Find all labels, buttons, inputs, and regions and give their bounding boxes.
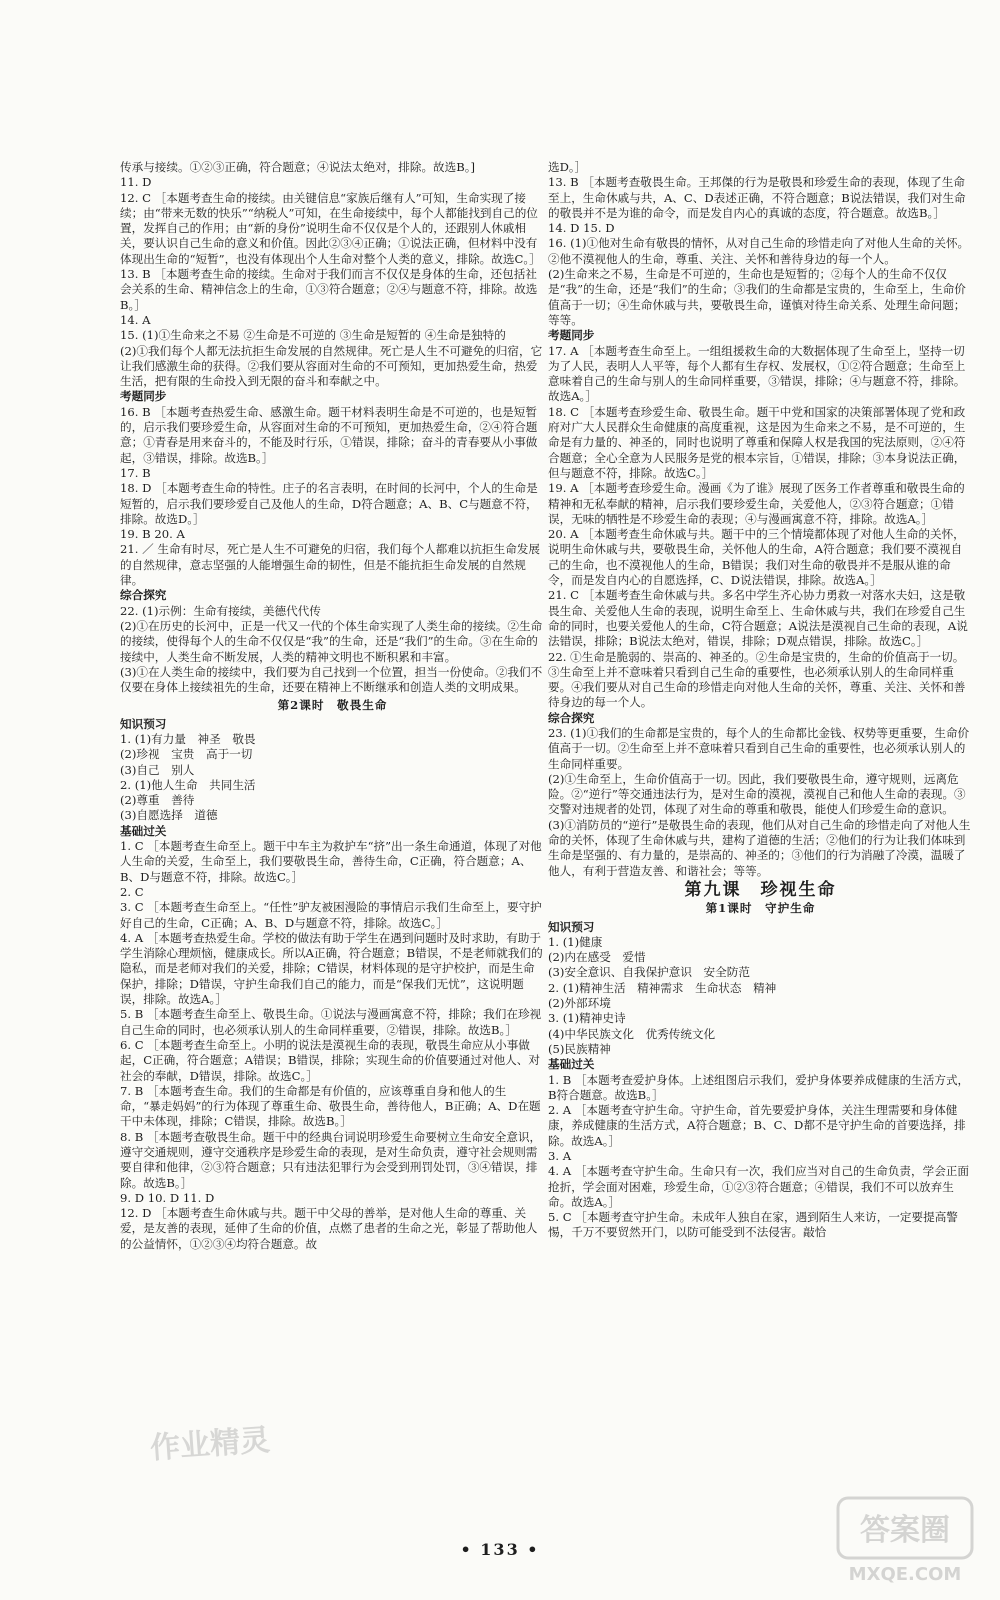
answer-paragraph: 17. A ［本题考查生命至上。一组组援救生命的大数据体现了生命至上，坚持一切为了人民，表明人人平等，每个人都有生存权、发展权，①②符合题意；生命至上意味着自己的生命与别人的生命同样重要，③错误，排除；④与题意不符，排除。故选A。］ bbox=[548, 343, 966, 404]
answer-paragraph: 2. A ［本题考查守护生命。守护生命，首先要爱护身体，关注生理需要和身体健康，养成健康的生活方式，A符合题意；B、C、D都不是守护生命的首要选择，排除。故选A。］ bbox=[548, 1103, 966, 1148]
answer-paragraph: (3)自愿选择 道德 bbox=[120, 808, 218, 823]
answer-paragraph: 11. D bbox=[120, 175, 152, 190]
section-heading: 综合探究 bbox=[548, 710, 595, 725]
answer-paragraph: 5. B ［本题考查生命至上、敬畏生命。①说法与漫画寓意不符，排除；我们在珍视自己生命的同时，也必须承认别人的生命同样重要，②错误，排除。故选B。］ bbox=[120, 1007, 542, 1037]
answer-paragraph: (2)外部环境 bbox=[548, 996, 611, 1011]
right-column bbox=[548, 160, 973, 1241]
answer-paragraph: 23. (1)①我们的生命都是宝贵的，每个人的生命都比金钱、权势等更重要，生命价值高于一切。②生命至上并不意味着只看到自己生命的重要性，也必须承认别人的生命同样重要。 bbox=[548, 725, 970, 771]
answer-paragraph: 3. (1)精神史诗 bbox=[548, 1011, 626, 1026]
answer-paragraph: (4)中华民族文化 优秀传统文化 bbox=[548, 1026, 716, 1041]
answer-paragraph: 12. C ［本题考查生命的接续。由关键信息“家族后继有人”可知，生命实现了接续；由“带来无数的快乐”“纳税人”可知，在生命接续中，每个人都能找到自己的位置，发挥自己的作用；由“新的身份”说明生命不仅仅是个人的，还跟别人休戚相关，要认识自己生命的意义和价值。因此②③④正确；①说法正确，但材料中没有体现出生命的“短暂”，也没有体现出个人生命对整个人类的意义，排除。故选C。］ bbox=[120, 190, 541, 266]
answer-paragraph: 19. B 20. A bbox=[120, 527, 185, 542]
answer-paragraph: 14. D 15. D bbox=[548, 221, 615, 236]
answer-paragraph: (2)①我们每个人都无法抗拒生命发展的自然规律。死亡是人生不可避免的归宿，它让我们感激生命的获得。②我们要从容面对生命的不可预知，更加热爱生命，热爱生活，把有限的生命投入到无限的奋斗和奉献之中。 bbox=[120, 343, 543, 389]
lesson-title: 第九课 珍视生命 bbox=[684, 879, 837, 900]
answer-paragraph: (2)①在历史的长河中，正是一代又一代的个体生命实现了人类生命的接续。②生命的接续，使得每个人的生命不仅仅是“我”的生命，还是“我们”的生命。③在生命的接续中，人类生命不断发展，人类的精神文明也不断积累和丰富。 bbox=[120, 618, 543, 664]
page-number: • 133 • bbox=[460, 1540, 540, 1559]
answer-paragraph: 传承与接续。①②③正确，符合题意；④说法太绝对，排除。故选B。] bbox=[120, 160, 476, 174]
lesson-subtitle: 第2课时 敬畏生命 bbox=[277, 698, 388, 713]
left-column bbox=[120, 160, 545, 1252]
answer-paragraph: (3)①在人类生命的接续中，我们要为自己找到一个位置，担当一份使命。②我们不仅要在身体上接续祖先的生命，还要在精神上不断继承和创造人类的文明成果。 bbox=[120, 664, 543, 695]
answer-paragraph: 6. C ［本题考查生命至上。小明的说法是漠视生命的表现，敬畏生命应从小事做起，C正确，符合题意；A错误；B错误，排除；实现生命的价值要通过对他人、对社会的奉献，D错误，排除。故选C。］ bbox=[120, 1037, 540, 1083]
watermark-logo bbox=[830, 1490, 980, 1590]
answer-paragraph: 21. C ［本题考查生命休戚与共。多名中学生齐心协力勇救一对落水夫妇，这是敬畏生命、关爱他人生命的表现，说明生命至上、生命休戚与共，我们在珍爱自己生命的同时，也要关爱他人的生命，C符合题意；A说法是漠视自己生命的表现，A说法错误，排除；B说法太绝对，错误，排除；D观点错误，排除。故选C。］ bbox=[548, 588, 968, 649]
answer-paragraph: 19. A ［本题考查珍爱生命。漫画《为了谁》展现了医务工作者尊重和敬畏生命的精神和无私奉献的精神，启示我们要珍爱生命，关爱他人，②③符合题意；①错误，无味的牺牲是不珍爱生命的表现；④与漫画寓意不符，排除。故选A。］ bbox=[548, 481, 965, 526]
answer-paragraph: 2. C bbox=[120, 884, 144, 899]
answer-paragraph: (3)①消防员的“逆行”是敬畏生命的表现，他们从对自己生命的珍惜走向了对他人生命的关怀，体现了生命休戚与共，建构了道德的生活；②他们的行为让我们体味到生命是坚强的、有力量的，是崇高的、神圣的；③他们的行为消融了冷漠，温暖了他人，有利于营造友善、和谐社会；等等。 bbox=[548, 817, 971, 878]
watermark-logo-url: MXQE.COM bbox=[848, 1564, 962, 1585]
answer-paragraph: 4. A ［本题考查热爱生命。学校的做法有助于学生在遇到问题时及时求助，有助于学生消除心理烦恼，健康成长。所以A正确，符合题意；B错误，不是老师就我们的隐私，而是老师对我们的关爱，排除；C错误，材料体现的是守护校护，而是生命保护，排除；D错误，守护生命我们自己的能力，而是“保我们无忧”，这说明题误，排除。故选A。］ bbox=[120, 930, 543, 1007]
section-heading: 知识预习 bbox=[120, 716, 167, 731]
section-heading: 知识预习 bbox=[548, 919, 595, 934]
answer-paragraph: 1. (1)健康 bbox=[548, 934, 603, 949]
answer-paragraph: 7. B ［本题考查生命。我们的生命都是有价值的，应该尊重自身和他人的生命，“暴走妈妈”的行为体现了尊重生命、敬畏生命，善待他人，B正确；A、D在题干中未体现，排除；C错误，排除。故选B。］ bbox=[120, 1083, 541, 1129]
answer-paragraph: 选D。］ bbox=[548, 160, 587, 174]
section-heading: 考题同步 bbox=[120, 389, 167, 404]
answer-paragraph: 17. B bbox=[120, 465, 151, 480]
answer-paragraph: 1. B ［本题考查爱护身体。上述组图启示我们，爱护身体要养成健康的生活方式，B符合题意。故选B。］ bbox=[548, 1072, 970, 1102]
answer-paragraph: 3. A bbox=[548, 1149, 572, 1163]
answer-paragraph: 5. C ［本题考查守护生命。未成年人独自在家，遇到陌生人来访，一定要提高警惕，千万不要贸然开门，以防可能受到不法侵害。敲恰 bbox=[548, 1210, 958, 1240]
answer-paragraph: 15. (1)①生命来之不易 ②生命是不可逆的 ③生命是短暂的 ④生命是独特的 bbox=[120, 328, 506, 343]
lesson-subtitle: 第1课时 守护生命 bbox=[705, 901, 816, 916]
answer-paragraph: 9. D 10. D 11. D bbox=[120, 1190, 215, 1205]
answer-paragraph: 20. A ［本题考查生命休戚与共。题干中的三个情境都体现了对他人生命的关怀，说明生命休戚与共，要敬畏生命，关怀他人的生命，A符合题意；我们要不漠视自己的生命，也不漠视他人的生命，B错误；我们对生命的敬畏并不是服从谁的命令，而是发自内心的自愿选择，C、D说法错误，排除。故选A。］ bbox=[548, 527, 965, 588]
answer-paragraph: 14. A bbox=[120, 312, 151, 327]
answer-paragraph: 12. D ［本题考查生命休戚与共。题干中父母的善举，是对他人生命的尊重、关爱，是友善的表现，延伸了生命的价值，点燃了患者的生命之光，彰显了帮助他人的公益情怀，①②③④均符合题意。故 bbox=[120, 1206, 538, 1251]
section-heading: 基础过关 bbox=[548, 1057, 595, 1072]
answer-paragraph: 1. C ［本题考查生命至上。题干中车主为救护车“挤”出一条生命通道，体现了对他人生命的关爱，生命至上，我们要敬畏生命，善待生命，C正确，符合题意；A、B、D与题意不符，排除。故选C。］ bbox=[120, 839, 542, 884]
watermark-left: 作业精灵 bbox=[148, 1422, 272, 1467]
answer-paragraph: (2)①生命至上，生命价值高于一切。因此，我们要敬畏生命，遵守规则，远离危险。②“逆行”等交通违法行为，是对生命的漠视，漠视自己和他人生命的表现。③交警对违规者的处罚，体现了对生命的尊重和敬畏，能使人们珍爱生命的意识。 bbox=[548, 771, 966, 817]
answer-paragraph: 2. (1)他人生命 共同生活 bbox=[120, 777, 256, 792]
answer-paragraph: 16. B ［本题考查热爱生命、感激生命。题干材料表明生命是不可逆的，也是短暂的，启示我们要珍爱生命，从容面对生命的不可预知，更加热爱生命，②④符合题意；①青春是用来奋斗的，不能及时行乐，①错误，排除；奋斗的青春要从小事做起，③错误，排除。故选B。］ bbox=[120, 404, 538, 465]
answer-paragraph: 13. B ［本题考查生命的接续。生命对于我们而言不仅仅是身体的生命，还包括社会关系的生命、精神信念上的生命，①③符合题意；②④与题意不符，排除。故选B。］ bbox=[120, 267, 538, 312]
answer-paragraph: (2)内在感受 爱惜 bbox=[548, 950, 646, 965]
answer-paragraph: (2)生命来之不易，生命是不可逆的，生命也是短暂的；②每个人的生命不仅仅是“我”的生命，还是“我们”的生命；③我们的生命都是宝贵的，生命至上，生命价值高于一切；④生命休戚与共，要敬畏生命，谨慎对待生命关系、处理生命问题；等等。 bbox=[548, 267, 966, 327]
section-heading: 考题同步 bbox=[548, 328, 595, 343]
answer-paragraph: (2)尊重 善待 bbox=[120, 793, 195, 808]
answer-paragraph: 22. (1)示例：生命有接续，美德代代传 bbox=[120, 603, 321, 618]
answer-paragraph: (3)自己 别人 bbox=[120, 762, 195, 777]
answer-paragraph: 18. D ［本题考查生命的特性。庄子的名言表明，在时间的长河中，个人的生命是短暂的，启示我们要珍爱自己及他人的生命，D符合题意；A、B、C与题意不符，排除。故选D。］ bbox=[120, 481, 538, 526]
answer-paragraph: 18. C ［本题考查珍爱生命、敬畏生命。题干中党和国家的决策部署体现了党和政府对广大人民群众生命健康的高度重视，这是因为生命来之不易，是不可逆的，生命是有力量的、神圣的，同时也说明了尊重和保障人权是我国的宪法原则，②④符合题意；全心全意为人民服务是党的根本宗旨，①错误，排除；③本身说法正确，但与题意不符，排除。故选C。］ bbox=[548, 404, 966, 480]
answer-paragraph: 3. C ［本题考查生命至上。“任性”驴友被困漫险的事情启示我们生命至上，要守护好自己的生命，C正确；A、B、D与题意不符，排除。故选C。］ bbox=[120, 900, 542, 930]
answer-paragraph: 4. A ［本题考查守护生命。生命只有一次，我们应当对自己的生命负责，学会正面抢折，学会面对困难，珍爱生命，①②③符合题意；④错误，我们不可以放弃生命。故选A。］ bbox=[548, 1164, 969, 1209]
answer-paragraph: (3)安全意识、自我保护意识 安全防范 bbox=[548, 965, 750, 980]
answer-paragraph: 21. ／ 生命有时尽，死亡是人生不可避免的归宿，我们每个人都难以抗拒生命发展的自然规律，意志坚强的人能增强生命的韧性，但是不能抗拒生命发展的自然规律。 bbox=[120, 542, 540, 588]
answer-paragraph: 2. (1)精神生活 精神需求 生命状态 精神 bbox=[548, 980, 777, 995]
answer-paragraph: (2)珍视 宝贵 高于一切 bbox=[120, 747, 253, 762]
answer-paragraph: 13. B ［本题考查敬畏生命。王邦傑的行为是敬畏和珍爱生命的表现，体现了生命至上，生命休戚与共，A、C、D表述正确，不符合题意；B说法错误，我们对生命的敬畏并不是为谁的命令，而是发自内心的真诚的态度，符合题意。故选B。］ bbox=[548, 175, 966, 220]
section-heading: 基础过关 bbox=[120, 823, 167, 838]
answer-paragraph: 22. ①生命是脆弱的、崇高的、神圣的。②生命是宝贵的，生命的价值高于一切。③生命至上并不意味着只看到自己生命的重要性，也必须承认别人的生命同样重要。④我们要从对自己生命的珍惜走向对他人生命的关怀，尊重、关注、关怀和善待身边的每一个人。 bbox=[548, 649, 966, 710]
section-heading: 综合探究 bbox=[120, 588, 167, 603]
watermark-logo-graphic bbox=[830, 1490, 980, 1590]
answer-paragraph: (5)民族精神 bbox=[548, 1041, 611, 1056]
answer-paragraph: 8. B ［本题考查敬畏生命。题干中的经典台词说明珍爱生命要树立生命安全意识，遵守交通规则，遵守交通秩序是珍爱生命的表现，是对生命负责，遵守社会规则需要自律和他律，②③符合题意；只有违法犯罪行为会受到刑罚处罚，③④错误，排除。故选B。］ bbox=[120, 1129, 542, 1190]
watermark-logo-text: 答案圈 bbox=[860, 1513, 950, 1548]
answer-paragraph: 1. (1)有力量 神圣 敬畏 bbox=[120, 731, 256, 746]
answer-paragraph: 16. (1)①他对生命有敬畏的情怀，从对自己生命的珍惜走向了对他人生命的关怀。②他不漠视他人的生命，尊重、关注、关怀和善待身边的每一个人。 bbox=[548, 236, 970, 266]
